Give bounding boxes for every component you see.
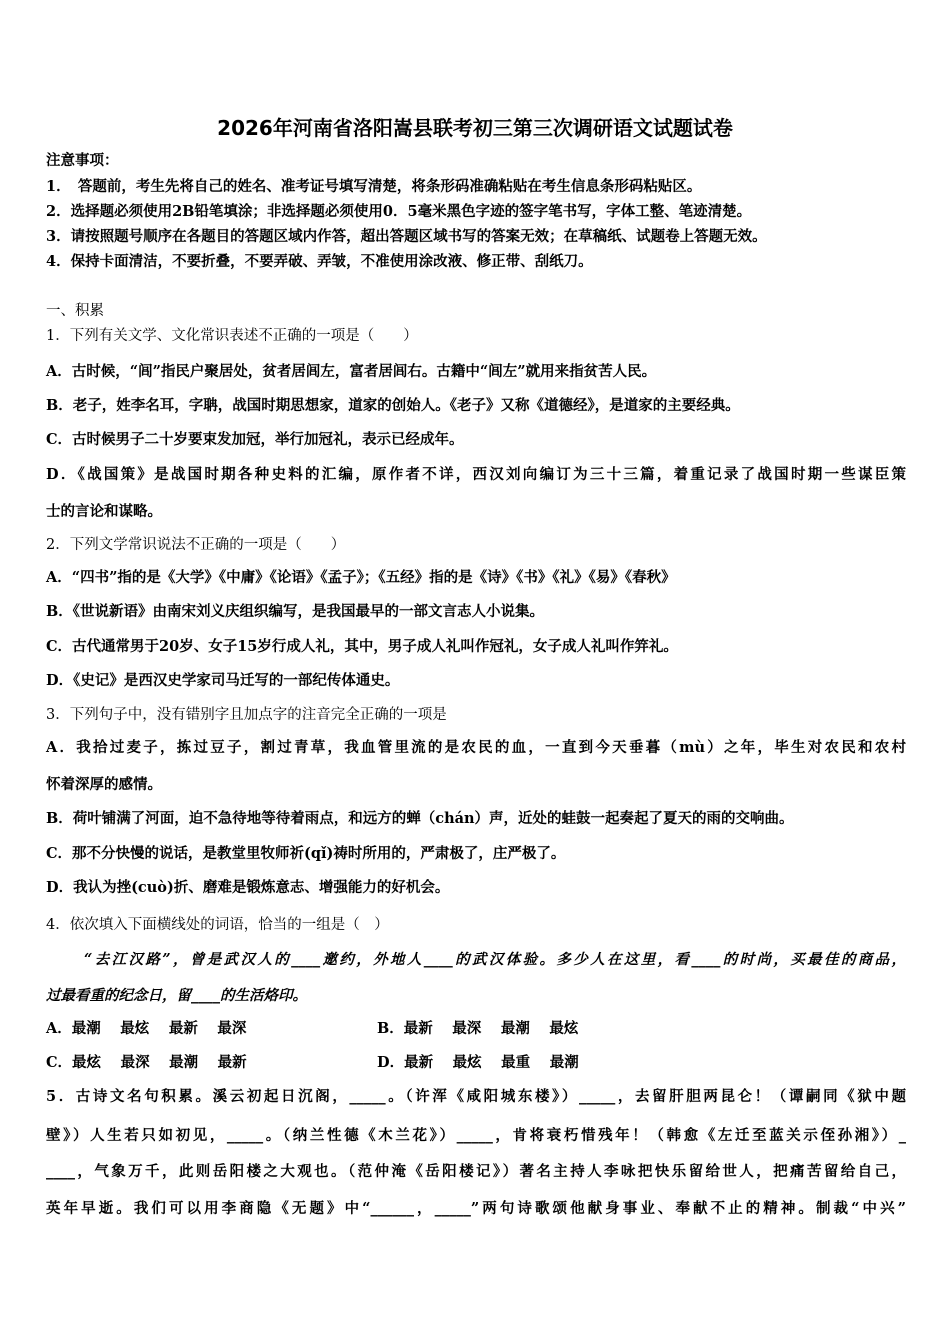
notice-item-1: 1． 答题前，考生先将自己的姓名、准考证号填写清楚，将条形码准确粘贴在考生信息条形码粘贴区。 [46,178,702,195]
section-heading: 一、积累 [46,303,104,319]
q4-option-a: A．最潮 最炫 最新 最深 [46,1020,247,1037]
q3-option-d: D．我认为挫(cuò)折、磨难是锻炼意志、增强能力的好机会。 [46,879,450,896]
q2-stem: 2．下列文学常识说法不正确的一项是（ ） [46,537,346,553]
q5-line1: 5．古诗文名句积累。溪云初起日沉阁，_____。（许浑《咸阳城东楼》）_____，去留肝胆两昆仑！（谭嗣同《狱中题 [46,1088,906,1105]
q2-option-a: A．“四书”指的是《大学》《中庸》《论语》《孟子》；《五经》指的是《诗》《书》《礼》《易》《春秋》 [46,569,676,586]
q4-passage-line1: “去江汉路”，曾是武汉人的____邀约，外地人____的武汉体验。多少人在这里，看____的时尚，买最佳的商品， [84,951,906,968]
q2-option-b: B．《世说新语》由南宋刘义庆组织编写，是我国最早的一部文言志人小说集。 [46,603,545,620]
q5-line4: 英年早逝。我们可以用李商隐《无题》中“______，_____”两句诗歌颂他献身事业、奉献不止的精神。制裁“中兴” [46,1200,906,1217]
notice-item-3: 3．请按照题号顺序在各题目的答题区域内作答，超出答题区域书写的答案无效；在草稿纸、试题卷上答题无效。 [46,228,767,245]
q3-option-b: B．荷叶铺满了河面，迫不急待地等待着雨点，和远方的蝉（chán）声，近处的蛙鼓一起奏起了夏天的雨的交响曲。 [46,810,794,827]
exam-title: 2026年河南省洛阳嵩县联考初三第三次调研语文试题试卷 [217,116,733,140]
notice-heading: 注意事项： [46,152,119,169]
q3-stem: 3．下列句子中，没有错别字且加点字的注音完全正确的一项是 [46,707,447,723]
q2-option-d: D．《史记》是西汉史学家司马迁写的一部纪传体通史。 [46,672,400,689]
q4-option-c: C．最炫 最深 最潮 最新 [46,1054,247,1071]
q4-option-b: B．最新 最深 最潮 最炫 [377,1020,579,1037]
q5-line3: ____，气象万千，此则岳阳楼之大观也。（范仲淹《岳阳楼记》）著名主持人李咏把快乐留给世人，把痛苦留给自己， [46,1163,906,1180]
q1-stem: 1．下列有关文学、文化常识表述不正确的一项是（ ） [46,328,418,344]
q3-option-a-line2: 怀着深厚的感情。 [46,776,162,793]
notice-item-4: 4．保持卡面清洁，不要折叠，不要弄破、弄皱，不准使用涂改液、修正带、刮纸刀。 [46,253,593,270]
notice-item-2: 2．选择题必须使用2B铅笔填涂；非选择题必须使用0．5毫米黑色字迹的签字笔书写，字体工整、笔迹清楚。 [46,203,752,220]
q1-option-d-line2: 士的言论和谋略。 [46,503,162,520]
q4-passage-line2: 过最看重的纪念日，留____的生活烙印。 [46,987,307,1004]
q1-option-c: C．古时候男子二十岁要束发加冠，举行加冠礼，表示已经成年。 [46,431,464,448]
q3-option-c: C．那不分快慢的说话，是教堂里牧师祈(qǐ)祷时所用的，严肃极了，庄严极了。 [46,845,566,862]
q5-line2: 壁》）人生若只如初见，_____。（纳兰性德《木兰花》）_____，肯将衰朽惜残年！（韩愈《左迁至蓝关示侄孙湘》）_ [46,1127,906,1144]
q4-stem: 4．依次填入下面横线处的词语，恰当的一组是（ ） [46,917,389,933]
q3-option-a-line1: A．我拾过麦子，拣过豆子，割过青草，我血管里流的是农民的血，一直到今天垂暮（mù）之年，毕生对农民和农村 [46,739,906,756]
q1-option-b: B．老子，姓李名耳，字聃，战国时期思想家，道家的创始人。《老子》又称《道德经》，是道家的主要经典。 [46,397,740,414]
q1-option-a: A．古时候，“闾”指民户聚居处，贫者居闾左，富者居闾右。古籍中“闾左”就用来指贫苦人民。 [46,363,657,380]
q1-option-d-line1: D．《战国策》是战国时期各种史料的汇编，原作者不详，西汉刘向编订为三十三篇，着重记录了战国时期一些谋臣策 [46,466,906,483]
q2-option-c: C．古代通常男于20岁、女子15岁行成人礼，其中，男子成人礼叫作冠礼，女子成人礼叫作笄礼。 [46,638,678,655]
q4-option-d: D．最新 最炫 最重 最潮 [377,1054,579,1071]
